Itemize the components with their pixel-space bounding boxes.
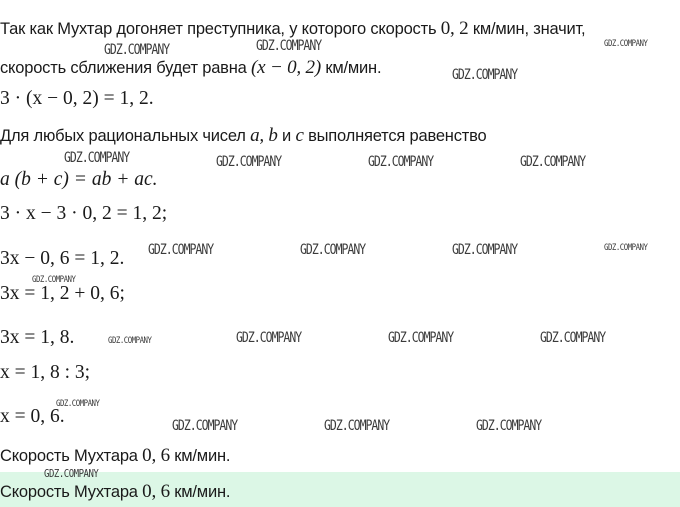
watermark: GDZ.COMPANY xyxy=(300,242,366,258)
watermark: GDZ.COMPANY xyxy=(604,243,648,253)
equation-5: 3x = 1, 2 + 0, 6; xyxy=(0,283,125,304)
equation-1: 3 · (x − 0, 2) = 1, 2. xyxy=(0,88,154,109)
watermark: GDZ.COMPANY xyxy=(172,418,238,434)
watermark: GDZ.COMPANY xyxy=(104,42,170,58)
watermark: GDZ.COMPANY xyxy=(368,154,434,170)
watermark: GDZ.COMPANY xyxy=(324,418,390,434)
watermark: GDZ.COMPANY xyxy=(256,38,322,54)
text-line-3: Для любых рациональных чисел a, b и c выполняется равенство xyxy=(0,125,487,146)
equation-8: x = 0, 6. xyxy=(0,406,65,427)
watermark: GDZ.COMPANY xyxy=(236,330,302,346)
answer-text: Скорость Мухтара 0, 6 км/мин. xyxy=(0,481,231,502)
watermark: GDZ.COMPANY xyxy=(476,418,542,434)
text-line-4: Скорость Мухтара 0, 6 км/мин. xyxy=(0,445,231,466)
watermark: GDZ.COMPANY xyxy=(388,330,454,346)
watermark: GDZ.COMPANY xyxy=(44,467,99,480)
equation-2: a (b + c) = ab + ac. xyxy=(0,169,158,190)
text-line-1: Так как Мухтар догоняет преступника, у которого скорость 0, 2 км/мин, значит, xyxy=(0,18,586,39)
watermark: GDZ.COMPANY xyxy=(216,154,282,170)
watermark: GDZ.COMPANY xyxy=(604,39,648,49)
watermark: GDZ.COMPANY xyxy=(108,336,152,346)
watermark: GDZ.COMPANY xyxy=(148,242,214,258)
watermark: GDZ.COMPANY xyxy=(520,154,586,170)
watermark: GDZ.COMPANY xyxy=(56,399,100,409)
watermark: GDZ.COMPANY xyxy=(540,330,606,346)
equation-4: 3x − 0, 6 = 1, 2. xyxy=(0,248,125,269)
text-line-2: скорость сближения будет равна (x − 0, 2) км/мин. xyxy=(0,57,382,78)
watermark: GDZ.COMPANY xyxy=(32,275,76,285)
watermark: GDZ.COMPANY xyxy=(64,150,130,166)
watermark: GDZ.COMPANY xyxy=(452,67,518,83)
equation-6: 3x = 1, 8. xyxy=(0,327,75,348)
watermark: GDZ.COMPANY xyxy=(452,242,518,258)
equation-7: x = 1, 8 : 3; xyxy=(0,362,91,383)
equation-3: 3 · x − 3 · 0, 2 = 1, 2; xyxy=(0,203,168,224)
